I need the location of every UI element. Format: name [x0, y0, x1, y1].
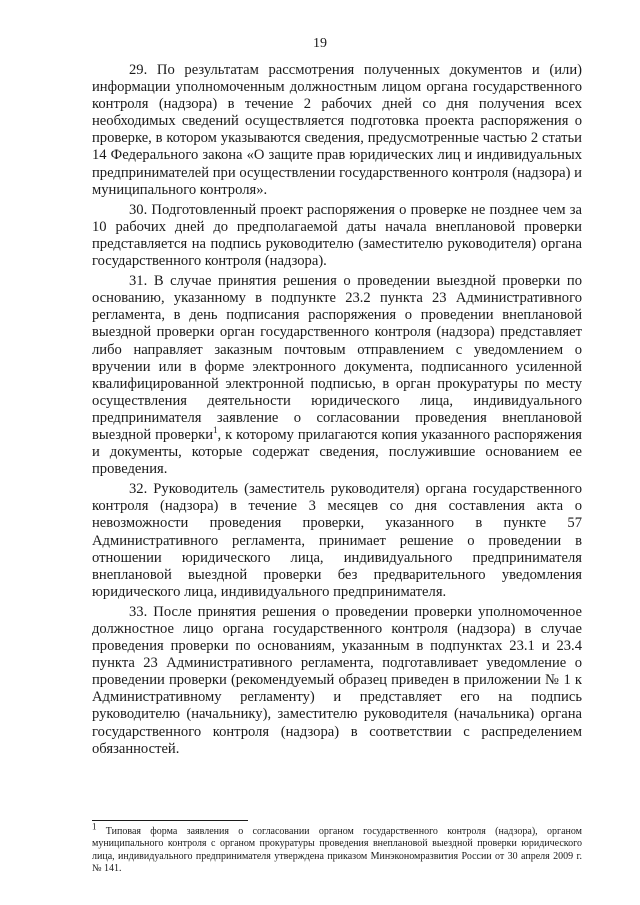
body-text: [92, 62, 582, 761]
footnote: [92, 821, 582, 876]
paragraph-31-text-continued: , к которому прилагаются копия указанного распоряжения и документы, которые содержат сведения, послужившие основанием ее проведения.: [92, 426, 582, 478]
page-number: 19: [313, 36, 327, 51]
paragraph-31-text: 31. В случае принятия решения о проведении выездной проверки по основанию, указанному в подпункте 23.2 пункта 23 Административного регламента, в день подписания распоряжения о проведении внеплановой выездной проверки орган государственного контроля (надзора) представляет либо направляет заказным почтовым отправлением с уведомлением о вручении или в форме электронного документа, подписанного усиленной квалифицированной электронной подписью, в орган прокуратуры по месту осуществления деятельности юридического лица, индивидуального предпринимателя заявление о согласовании проведения внеплановой выездной проверки: [92, 273, 582, 443]
footnote-text: Типовая форма заявления о согласовании органом государственного контроля (надзора), органом муниципального контроля с органом прокуратуры проведения внеплановой выездной проверки юридического лица, индивидуального предпринимателя утверждена приказом Минэкономразвития России от 30 апреля 2009 г. № 141.: [92, 826, 582, 875]
paragraph-30: 30. Подготовленный проект распоряжения о проверке не позднее чем за 10 рабочих дней до предполагаемой даты начала внеплановой проверки представляется на подпись руководителю (заместителю руководителя) органа государственного контроля (надзора).: [92, 201, 582, 270]
footnote-reference: 1: [213, 425, 218, 436]
paragraph-29: 29. По результатам рассмотрения полученных документов и (или) информации уполномоченным должностным лицом органа государственного контроля (надзора) в течение 2 рабочих дней со дня получения всех необходимых сведений осуществляется подготовка проекта распоряжения о проверке, в котором указываются сведения, предусмотренные частью 2 статьи 14 Федерального закона «О защите прав юридических лиц и индивидуальных предпринимателей при осуществлении государственного контроля (надзора) и муниципального контроля».: [92, 62, 582, 198]
footnote-divider: [92, 820, 248, 821]
paragraph-32: 32. Руководитель (заместитель руководителя) органа государственного контроля (надзора) в течение 3 месяцев со дня составления акта о невозможности проведения проверки, указанного в пункте 57 Административного регламента, принимает решение о проведении в отношении юридического лица, индивидуального предпринимателя внеплановой выездной проверки без предварительного уведомления юридического лица, индивидуального предпринимателя.: [92, 481, 582, 600]
paragraph-31: [92, 273, 582, 478]
footnote-mark: 1: [92, 821, 97, 832]
paragraph-33: 33. После принятия решения о проведении проверки уполномоченное должностное лицо органа государственного контроля (надзора) в случае проведения проверки по основаниям, указанным в подпунктах 23.1 и 23.4 пункта 23 Административного регламента, подготавливает уведомление о проведении проверки (рекомендуемый образец приведен в приложении № 1 к Административному регламенту) и представляет его на подпись руководителю (начальнику), заместителю руководителя (начальника) органа государственного контроля (надзора) в соответствии с распределением обязанностей.: [92, 603, 582, 757]
